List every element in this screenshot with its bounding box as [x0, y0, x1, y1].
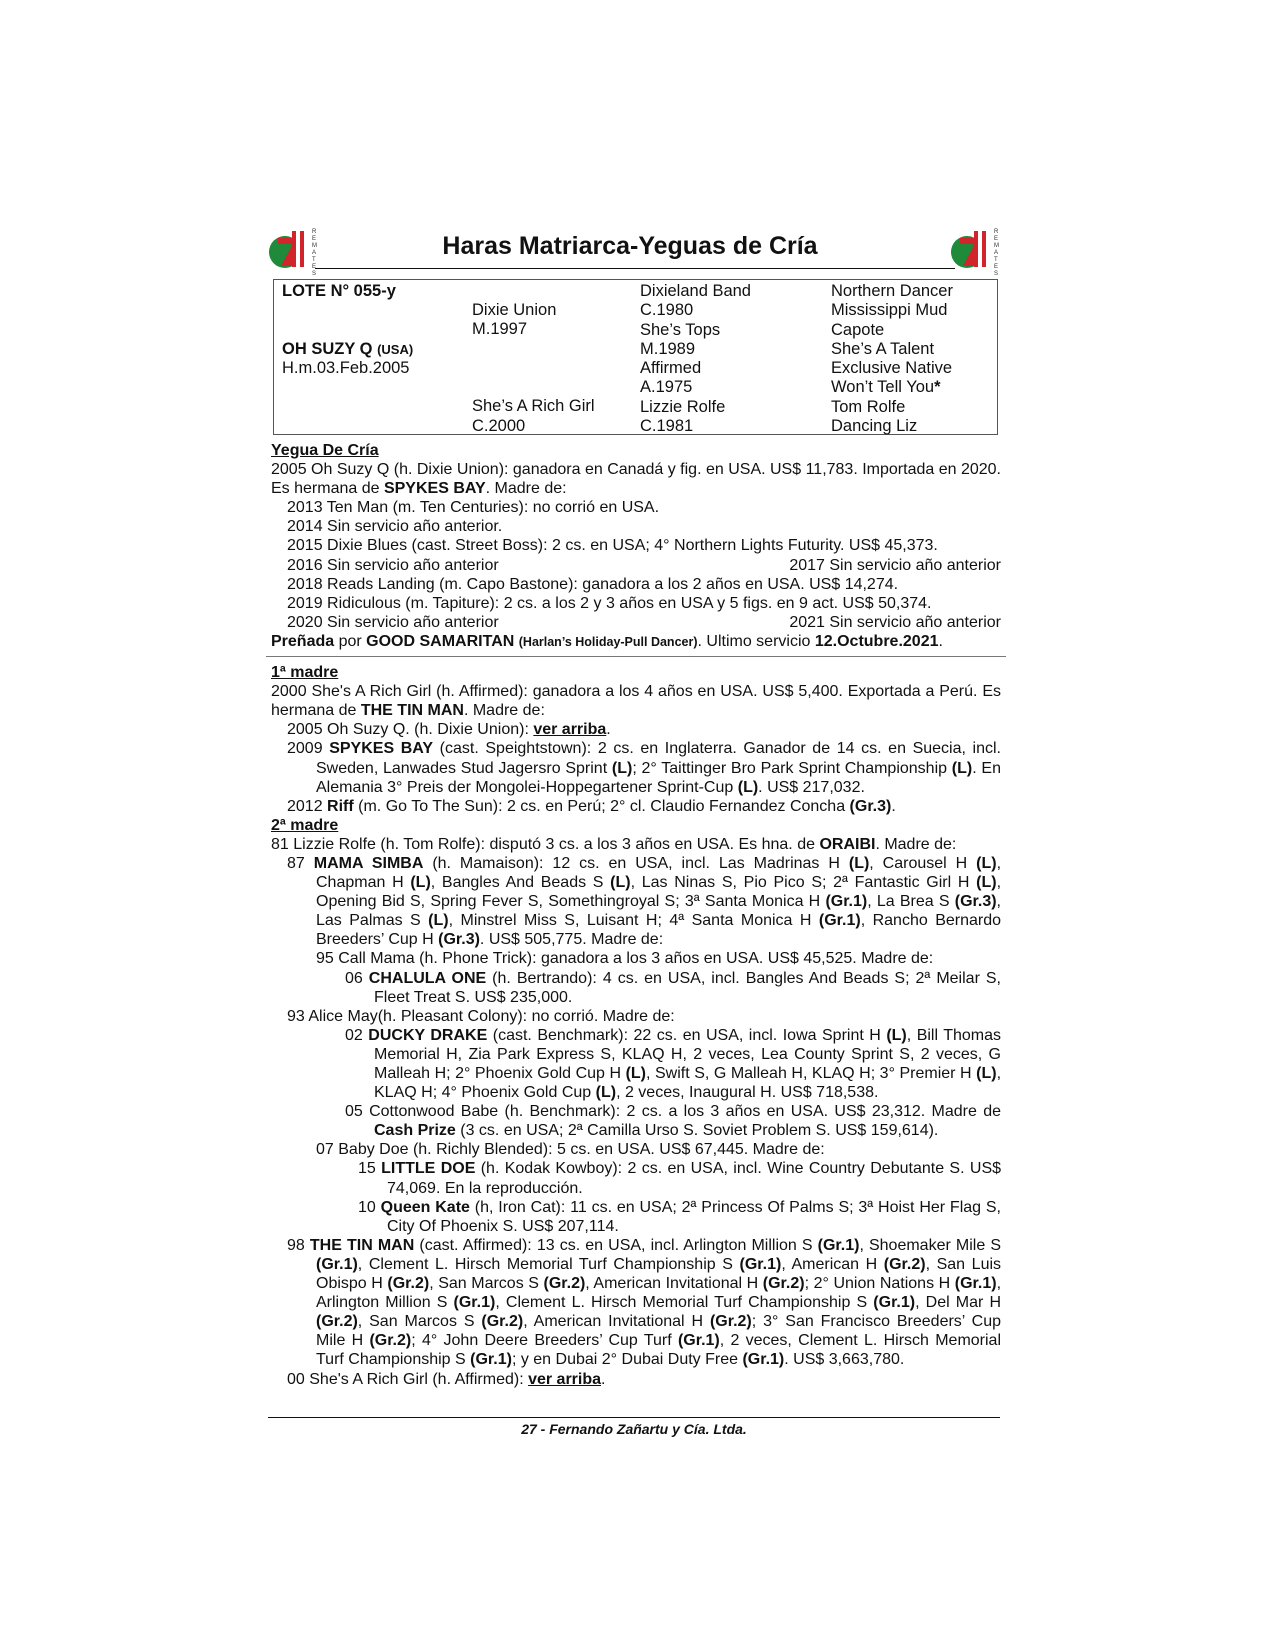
- remates-logo-left: [268, 225, 320, 275]
- produce-line: 02 DUCKY DRAKE (cast. Benchmark): 22 cs. en USA, incl. Iowa Sprint H (L), Bill Thomas Memorial H, Zia Park Express S, KLAQ H, 2 veces, Lea County Sprint S, 2 veces, G Malleah H; 2° Phoenix Gold Cup H (L), Swift S, G Malleah H, KLAQ H; 3° Premier H (L), KLAQ H; 4° Phoenix Gold Cup (L), 2 veces, Inaugural H. US$ 718,538.: [345, 1026, 1002, 1102]
- produce-line: 2015 Dixie Blues (cast. Street Boss): 2 cs. en USA; 4° Northern Lights Futurity. US$ 45,373.: [287, 537, 938, 555]
- produce-line: 2018 Reads Landing (m. Capo Bastone): ganadora a los 2 años en USA. US$ 14,274.: [287, 575, 899, 593]
- footer-divider: [268, 1417, 1000, 1418]
- produce-line: 2012 Riff (m. Go To The Sun): 2 cs. en Perú; 2° cl. Claudio Fernandez Concha (Gr.3).: [287, 797, 896, 815]
- great-grandparent: Capote: [831, 320, 885, 339]
- pregnancy-status: Preñada por GOOD SAMARITAN (Harlan’s Holiday-Pull Dancer). Ultimo servicio 12.Octubre.2021.: [271, 632, 943, 650]
- produce-line: 06 CHALULA ONE (h. Bertrando): 4 cs. en USA, incl. Bangles And Beads S; 2ª Meilar S, Fleet Treat S. US$ 235,000.: [345, 969, 1001, 1006]
- svg-text:E: E: [994, 264, 999, 270]
- great-grandparent: Northern Dancer: [831, 282, 953, 300]
- pedigree-parents-column: [472, 301, 595, 436]
- svg-text:M: M: [312, 243, 317, 249]
- sire-year: M.1997: [472, 320, 528, 339]
- dam-name: She’s A Rich Girl: [472, 397, 595, 416]
- grandparent-year: C.1981: [640, 417, 694, 436]
- produce-line: 15 LITTLE DOE (h. Kodak Kowboy): 2 cs. en USA, incl. Wine Country Debutante S. US$ 74,069. En la reproducción.: [358, 1160, 1002, 1197]
- page-title: Haras Matriarca-Yeguas de Cría: [442, 232, 818, 260]
- produce-line: 05 Cottonwood Babe (h. Benchmark): 2 cs. a los 3 años en USA. US$ 23,312. Madre de Cash Prize (3 cs. en USA; 2ª Camilla Urso S. Soviet Problem S. US$ 159,614).: [345, 1103, 1001, 1140]
- sire-name: Dixie Union: [472, 301, 557, 319]
- second-dam-heading: 2ª madre: [271, 816, 339, 834]
- yegua-paragraph: 2005 Oh Suzy Q (h. Dixie Union): ganadora en Canadá y fig. en USA. US$ 11,783. Importada en 2020. Es hermana de SPYKES BAY. Madre de:: [271, 461, 1001, 498]
- produce-line: 95 Call Mama (h. Phone Trick): ganadora a los 3 años en USA. US$ 45,525. Madre de:: [316, 950, 934, 968]
- produce-line: 07 Baby Doe (h. Richly Blended): 5 cs. en USA. US$ 67,445. Madre de:: [316, 1141, 825, 1159]
- great-grandparent: Exclusive Native: [831, 359, 953, 378]
- first-dam-heading: 1ª madre: [271, 664, 339, 682]
- svg-text:T: T: [994, 257, 998, 263]
- svg-text:A: A: [312, 250, 317, 256]
- produce-line: 10 Queen Kate (h, Iron Cat): 11 cs. en USA; 2ª Princess Of Palms S; 3ª Hoist Her Flag S, City Of Phoenix S. US$ 207,114.: [358, 1198, 1001, 1235]
- grandparent: Dixieland Band: [640, 282, 751, 300]
- first-dam-paragraph: 2000 She's A Rich Girl (h. Affirmed): ganadora a los 4 años en USA. US$ 5,400. Exportada a Perú. Es hermana de THE TIN MAN. Madre de:: [271, 683, 1001, 720]
- svg-text:S: S: [312, 271, 317, 275]
- grandparent: Lizzie Rolfe: [640, 397, 726, 416]
- catalog-body: [271, 441, 1001, 1389]
- see-above-link[interactable]: ver arriba: [528, 1370, 602, 1388]
- horse-name: OH SUZY Q: [282, 339, 373, 358]
- star-mark: *: [934, 378, 941, 397]
- svg-text:T: T: [312, 257, 316, 263]
- grandparent: Affirmed: [640, 359, 702, 378]
- pedigree-horse-column: [282, 282, 413, 378]
- svg-text:E: E: [312, 236, 317, 242]
- remates-logo-right: [950, 225, 1002, 275]
- produce-line: 00 She's A Rich Girl (h. Affirmed): ver arriba.: [287, 1370, 606, 1388]
- grandparent-year: A.1975: [640, 378, 693, 397]
- second-dam-paragraph: 81 Lizzie Rolfe (h. Tom Rolfe): disputó 3 cs. a los 3 años en USA. Es hna. de ORAIBI. Madre de:: [271, 835, 957, 853]
- great-grandparent: Won’t Tell You: [831, 378, 935, 397]
- horse-country: (USA): [377, 341, 414, 357]
- great-grandparent: Mississippi Mud: [831, 301, 948, 320]
- produce-line: 98 THE TIN MAN (cast. Affirmed): 13 cs. en USA, incl. Arlington Million S (Gr.1), Shoemaker Mile S (Gr.1), Clement L. Hirsch Memorial Turf Championship S (Gr.1), American H (Gr.2), San Luis Obispo H (Gr.2), San Marcos S (Gr.2), American Invitational H (Gr.2); 2° Union Nations H (Gr.1), Arlington Million S (Gr.1), Clement L. Hirsch Memorial Turf Championship S (Gr.1), Del Mar H (Gr.2), San Marcos S (Gr.2), American Invitational H (Gr.2); 3° San Francisco Breeders’ Cup Mile H (Gr.2); 4° John Deere Breeders’ Cup Turf (Gr.1), 2 veces, Clement L. Hirsch Memorial Turf Championship S (Gr.1); y en Dubai 2° Dubai Duty Free (Gr.1). US$ 3,663,780.: [287, 1236, 1002, 1369]
- produce-line: 2016 Sin servicio año anterior 2017 Sin servicio año anterior: [287, 556, 1001, 574]
- svg-text:M: M: [994, 243, 999, 249]
- pedigree-table: [273, 279, 998, 435]
- horse-info: H.m.03.Feb.2005: [282, 359, 410, 378]
- produce-line: 93 Alice May(h. Pleasant Colony): no corrió. Madre de:: [287, 1007, 675, 1025]
- yegua-de-cria-heading: Yegua De Cría: [271, 442, 379, 459]
- great-grandparent: Dancing Liz: [831, 417, 918, 436]
- pedigree-grandparents-column: [640, 282, 751, 436]
- produce-line: 87 MAMA SIMBA (h. Mamaison): 12 cs. en USA, incl. Las Madrinas H (L), Carousel H (L), Chapman H (L), Bangles And Beads S (L), Las Ninas S, Pio Pico S; 2ª Fantastic Girl H (L), Opening Bid S, Spring Fever S, Somethingroyal S; 3ª Santa Monica H (Gr.1), La Brea S (Gr.3), Las Palmas S (L), Minstrel Miss S, Luisant H; 4ª Santa Monica H (Gr.1), Rancho Bernardo Breeders’ Cup H (Gr.3). US$ 505,775. Madre de:: [287, 854, 1002, 949]
- produce-line: 2013 Ten Man (m. Ten Centuries): no corrió en USA.: [287, 499, 660, 517]
- svg-text:E: E: [994, 236, 999, 242]
- great-grandparent: Tom Rolfe: [831, 397, 906, 416]
- svg-text:S: S: [994, 271, 999, 275]
- lot-number: LOTE N° 055-y: [282, 282, 396, 300]
- produce-line: 2009 SPYKES BAY (cast. Speightstown): 2 cs. en Inglaterra. Ganador de 14 cs. en Suecia, incl. Sweden, Lanwades Stud Jagersro Sprint (L); 2° Taittinger Bro Park Sprint Championship (L). En Alemania 3° Preis der Mongolei-Hoppegartener Sprint-Cup (L). US$ 217,032.: [287, 740, 1002, 796]
- svg-text:R: R: [312, 229, 317, 235]
- produce-line: 2019 Ridiculous (m. Tapiture): 2 cs. a los 2 y 3 años en USA y 5 figs. en 9 act. US$ 50,374.: [287, 594, 932, 612]
- produce-line: 2020 Sin servicio año anterior 2021 Sin servicio año anterior: [287, 613, 1001, 631]
- see-above-link[interactable]: ver arriba: [533, 721, 607, 739]
- svg-text:E: E: [312, 264, 317, 270]
- header-divider: [315, 268, 955, 269]
- grandparent-year: C.1980: [640, 301, 694, 320]
- great-grandparent: She’s A Talent: [831, 339, 935, 358]
- svg-text:A: A: [994, 250, 999, 256]
- dam-year: C.2000: [472, 416, 526, 435]
- svg-text:R: R: [994, 229, 999, 235]
- produce-line: 2014 Sin servicio año anterior.: [287, 518, 503, 536]
- produce-line: 2005 Oh Suzy Q. (h. Dixie Union): ver arriba.: [287, 721, 611, 739]
- section-divider: [266, 656, 1006, 657]
- page-footer: 27 - Fernando Zañartu y Cía. Ltda.: [521, 1421, 747, 1437]
- pedigree-great-grandparents-column: [831, 282, 953, 436]
- grandparent-year: M.1989: [640, 339, 696, 358]
- grandparent: She’s Tops: [640, 320, 721, 339]
